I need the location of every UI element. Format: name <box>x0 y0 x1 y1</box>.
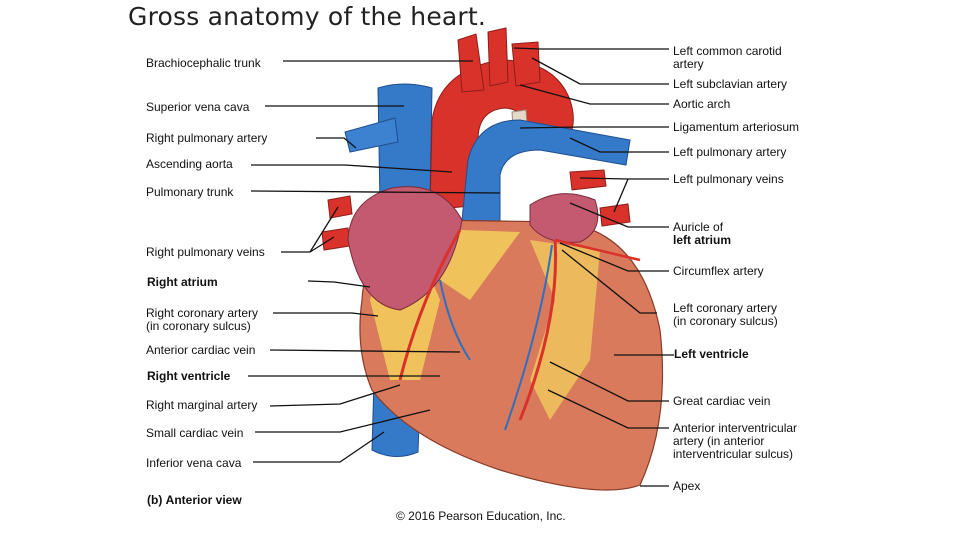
label-brachiocephalic-trunk: Brachiocephalic trunk <box>146 56 261 70</box>
view-letter: (b) <box>147 493 163 507</box>
label-right-pulmonary-veins: Right pulmonary veins <box>146 245 265 259</box>
label-auricle-left-atrium <box>673 221 731 247</box>
label-left-subclavian-artery: Left subclavian artery <box>673 77 788 91</box>
label-left-coronary-artery-line2: (in coronary sulcus) <box>673 314 778 328</box>
label-ascending-aorta: Ascending aorta <box>146 157 233 171</box>
label-right-coronary-artery-line2: (in coronary sulcus) <box>146 319 251 333</box>
label-left-ventricle: Left ventricle <box>674 347 749 361</box>
label-left-pulmonary-artery: Left pulmonary artery <box>673 145 787 159</box>
view-caption <box>147 493 242 507</box>
label-anterior-interventricular-line1: Anterior interventricular <box>673 421 798 435</box>
label-small-cardiac-vein: Small cardiac vein <box>146 426 244 440</box>
label-apex: Apex <box>673 479 701 493</box>
label-great-cardiac-vein: Great cardiac vein <box>673 394 771 408</box>
label-inferior-vena-cava: Inferior vena cava <box>146 456 242 470</box>
label-left-coronary-artery-line1: Left coronary artery <box>673 301 778 315</box>
left-auricle-shape <box>530 194 598 243</box>
label-right-marginal-artery: Right marginal artery <box>146 398 258 412</box>
label-anterior-interventricular-line3: interventricular sulcus) <box>673 447 794 461</box>
label-right-atrium: Right atrium <box>147 275 218 289</box>
label-left-common-carotid <box>673 45 782 71</box>
brachiocephalic-trunk-shape <box>458 34 484 92</box>
page-title: Gross anatomy of the heart. <box>128 2 487 31</box>
label-right-pulmonary-artery: Right pulmonary artery <box>146 131 268 145</box>
label-auricle-line1: Auricle of <box>673 220 724 234</box>
label-left-common-carotid-line2: artery <box>673 57 704 71</box>
label-left-pulmonary-veins: Left pulmonary veins <box>673 172 784 186</box>
label-anterior-cardiac-vein: Anterior cardiac vein <box>146 343 256 357</box>
label-right-ventricle: Right ventricle <box>147 369 231 383</box>
label-anterior-interventricular-line2: artery (in anterior <box>673 434 765 448</box>
left-common-carotid-shape <box>488 28 508 86</box>
copyright-notice: © 2016 Pearson Education, Inc. <box>396 509 566 523</box>
label-ligamentum-arteriosum: Ligamentum arteriosum <box>673 120 800 134</box>
label-superior-vena-cava: Superior vena cava <box>146 100 250 114</box>
label-pulmonary-trunk: Pulmonary trunk <box>146 185 234 199</box>
label-left-common-carotid-line1: Left common carotid <box>673 44 782 58</box>
label-anterior-interventricular-artery <box>673 422 797 461</box>
view-label: Anterior view <box>165 493 242 507</box>
label-right-coronary-artery-line1: Right coronary artery <box>146 306 259 320</box>
label-aortic-arch: Aortic arch <box>673 97 731 111</box>
label-auricle-line2: left atrium <box>673 233 732 247</box>
label-circumflex-artery: Circumflex artery <box>673 264 764 278</box>
label-right-coronary-artery <box>146 307 258 333</box>
label-left-coronary-artery <box>673 302 778 328</box>
